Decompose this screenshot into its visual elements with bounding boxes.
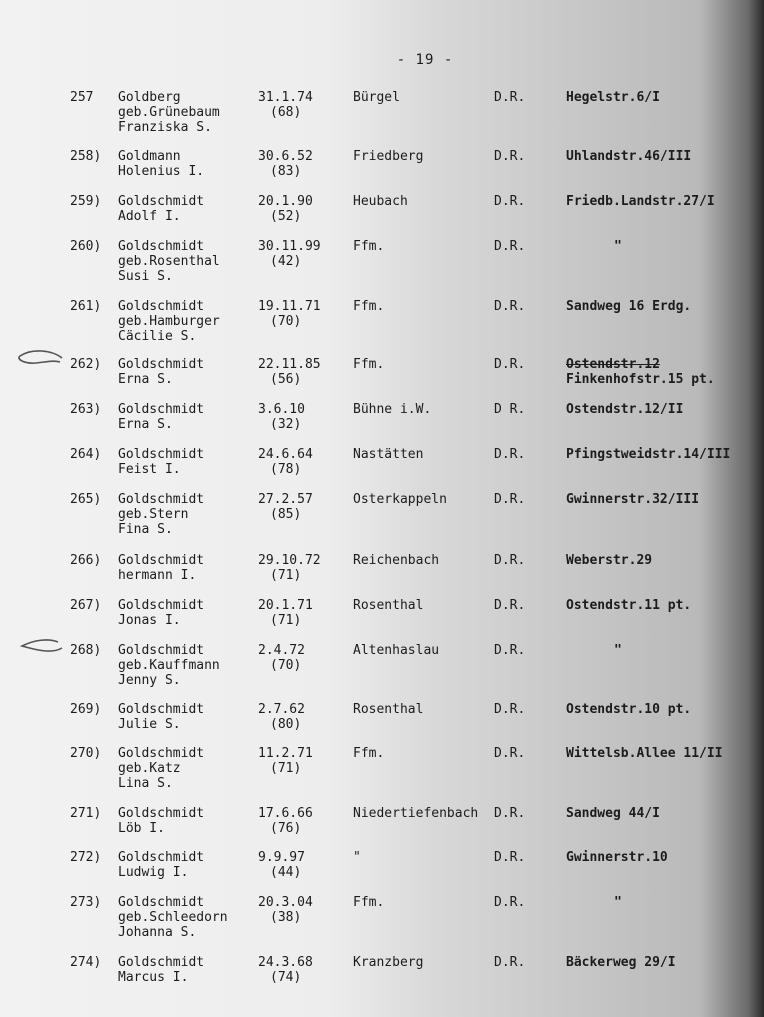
birth-place: Ffm. (353, 746, 385, 761)
entry-number: 259) (70, 194, 102, 209)
birth-place: Niedertiefenbach (353, 806, 479, 821)
address-line: Finkenhofstr.15 pt. (566, 372, 715, 387)
entry-name (118, 149, 204, 179)
address-line: Hegelstr.6/I (566, 90, 660, 105)
birth-date-value: 29.10.72 (258, 553, 321, 568)
birth-date (258, 806, 313, 836)
address (566, 402, 683, 417)
age: (85) (270, 507, 302, 522)
birth-place: Bürgel (353, 90, 400, 105)
birth-date (258, 239, 321, 269)
entry-number: 261) (70, 299, 102, 314)
birth-date-value: 31.1.74 (258, 90, 313, 105)
entry-name (118, 90, 220, 135)
name-line: geb.Schleedorn (118, 910, 228, 925)
surname: Goldschmidt (118, 643, 205, 658)
birth-date-value: 3.6.10 (258, 402, 305, 417)
age: (44) (270, 865, 302, 880)
age: (42) (270, 254, 302, 269)
entry-name (118, 702, 204, 732)
entry-name (118, 598, 204, 628)
birth-date-value: 2.4.72 (258, 643, 305, 658)
name-line: Jonas I. (118, 613, 181, 628)
name-line: Ludwig I. (118, 865, 189, 880)
name-line: geb.Katz (118, 761, 181, 776)
nationality: D.R. (494, 850, 526, 865)
nationality: D.R. (494, 239, 526, 254)
name-line: Löb I. (118, 821, 165, 836)
address (566, 850, 668, 865)
birth-date (258, 895, 313, 925)
birth-date (258, 850, 305, 880)
surname: Goldschmidt (118, 402, 205, 417)
entry-name (118, 806, 204, 836)
nationality: D.R. (494, 90, 526, 105)
surname: Goldmann (118, 149, 181, 164)
name-line: Susi S. (118, 269, 173, 284)
birth-date (258, 90, 313, 120)
address (566, 149, 691, 164)
nationality: D.R. (494, 806, 526, 821)
birth-place: Friedberg (353, 149, 424, 164)
address (566, 746, 723, 761)
name-line: geb.Stern (118, 507, 189, 522)
name-line: Franziska S. (118, 120, 212, 135)
surname: Goldschmidt (118, 702, 205, 717)
birth-date-value: 30.11.99 (258, 239, 321, 254)
name-line: Cäcilie S. (118, 329, 197, 344)
birth-date (258, 357, 321, 387)
entry-name (118, 643, 220, 688)
nationality: D.R. (494, 149, 526, 164)
birth-date-value: 30.6.52 (258, 149, 313, 164)
surname: Goldschmidt (118, 850, 205, 865)
margin-pencil-mark (14, 634, 64, 656)
address-line: Wittelsb.Allee 11/II (566, 746, 723, 761)
birth-place: Ffm. (353, 299, 385, 314)
birth-date (258, 447, 313, 477)
birth-date-value: 20.3.04 (258, 895, 313, 910)
age: (70) (270, 314, 302, 329)
name-line: Erna S. (118, 372, 173, 387)
nationality: D.R. (494, 447, 526, 462)
address-line: Gwinnerstr.10 (566, 850, 668, 865)
address (566, 357, 715, 387)
surname: Goldberg (118, 90, 181, 105)
address (566, 643, 622, 658)
age: (68) (270, 105, 302, 120)
birth-date (258, 955, 313, 985)
address (566, 194, 715, 209)
surname: Goldschmidt (118, 194, 205, 209)
entry-number: 260) (70, 239, 102, 254)
birth-place: Kranzberg (353, 955, 424, 970)
birth-date (258, 702, 305, 732)
entry-name (118, 299, 220, 344)
birth-date-value: 24.6.64 (258, 447, 313, 462)
entry-name (118, 402, 204, 432)
address (566, 492, 699, 507)
name-line: geb.Kauffmann (118, 658, 220, 673)
age: (71) (270, 613, 302, 628)
entry-name (118, 553, 204, 583)
nationality: D.R. (494, 553, 526, 568)
entry-number: 262) (70, 357, 102, 372)
age: (71) (270, 568, 302, 583)
nationality: D.R. (494, 895, 526, 910)
entry-number: 265) (70, 492, 102, 507)
entry-name (118, 895, 228, 940)
birth-date-value: 20.1.71 (258, 598, 313, 613)
address (566, 239, 622, 254)
birth-date-value: 11.2.71 (258, 746, 313, 761)
address-line: Ostendstr.12/II (566, 402, 684, 417)
age: (32) (270, 417, 302, 432)
address (566, 299, 691, 314)
birth-date (258, 299, 321, 329)
surname: Goldschmidt (118, 492, 205, 507)
name-line: hermann I. (118, 568, 197, 583)
address-line: Weberstr.29 (566, 553, 653, 568)
birth-date (258, 643, 305, 673)
address-line: Uhlandstr.46/III (566, 149, 692, 164)
birth-date-value: 9.9.97 (258, 850, 305, 865)
name-line: Adolf I. (118, 209, 181, 224)
nationality: D.R. (494, 955, 526, 970)
entry-number: 258) (70, 149, 102, 164)
address (566, 806, 660, 821)
age: (80) (270, 717, 302, 732)
address-line: Sandweg 44/I (566, 806, 660, 821)
entry-number: 264) (70, 447, 102, 462)
birth-place: Osterkappeln (353, 492, 447, 507)
address-line: Ostendstr.10 pt. (566, 702, 692, 717)
surname: Goldschmidt (118, 895, 205, 910)
age: (70) (270, 658, 302, 673)
entry-number: 267) (70, 598, 102, 613)
margin-pencil-mark (14, 346, 64, 368)
name-line: Feist I. (118, 462, 181, 477)
surname: Goldschmidt (118, 955, 205, 970)
address (566, 447, 730, 462)
address-struck: Ostendstr.12 (566, 357, 660, 372)
address-line: Gwinnerstr.32/III (566, 492, 700, 507)
entry-number: 266) (70, 553, 102, 568)
address (566, 598, 691, 613)
birth-date (258, 402, 305, 432)
entry-number: 270) (70, 746, 102, 761)
surname: Goldschmidt (118, 447, 205, 462)
address (566, 90, 660, 105)
name-line: geb.Rosenthal (118, 254, 220, 269)
address (566, 955, 676, 970)
age: (38) (270, 910, 302, 925)
address (566, 553, 652, 568)
age: (71) (270, 761, 302, 776)
entry-name (118, 447, 204, 477)
surname: Goldschmidt (118, 746, 205, 761)
surname: Goldschmidt (118, 553, 205, 568)
surname: Goldschmidt (118, 357, 205, 372)
birth-date-value: 19.11.71 (258, 299, 321, 314)
birth-place: Reichenbach (353, 553, 440, 568)
entry-number: 274) (70, 955, 102, 970)
birth-date-value: 24.3.68 (258, 955, 313, 970)
address-line: Ostendstr.11 pt. (566, 598, 692, 613)
entry-name (118, 239, 220, 284)
entry-name (118, 492, 204, 537)
birth-place: Ffm. (353, 357, 385, 372)
entry-number: 273) (70, 895, 102, 910)
birth-date (258, 553, 321, 583)
entry-number: 269) (70, 702, 102, 717)
nationality: D.R. (494, 492, 526, 507)
nationality: D.R. (494, 702, 526, 717)
entry-name (118, 746, 204, 791)
entry-number: 257 (70, 90, 94, 105)
address-line: " (614, 239, 622, 254)
address-line: " (614, 643, 622, 658)
birth-date (258, 492, 313, 522)
name-line: Julie S. (118, 717, 181, 732)
nationality: D.R. (494, 194, 526, 209)
birth-date (258, 598, 313, 628)
nationality: D R. (494, 402, 526, 417)
birth-place: Rosenthal (353, 702, 424, 717)
birth-place: Altenhaslau (353, 643, 440, 658)
birth-date (258, 746, 313, 776)
entry-name (118, 955, 204, 985)
surname: Goldschmidt (118, 299, 205, 314)
page-number: - 19 - (396, 52, 454, 68)
nationality: D.R. (494, 299, 526, 314)
name-line: Marcus I. (118, 970, 189, 985)
name-line: geb.Hamburger (118, 314, 220, 329)
address-line: Sandweg 16 Erdg. (566, 299, 692, 314)
address (566, 702, 691, 717)
surname: Goldschmidt (118, 239, 205, 254)
entry-name (118, 357, 204, 387)
address-line: " (614, 895, 622, 910)
age: (76) (270, 821, 302, 836)
address-line: Bäckerweg 29/I (566, 955, 676, 970)
nationality: D.R. (494, 598, 526, 613)
entry-number: 268) (70, 643, 102, 658)
age: (78) (270, 462, 302, 477)
nationality: D.R. (494, 746, 526, 761)
name-line: Fina S. (118, 522, 173, 537)
address-line: Pfingstweidstr.14/III (566, 447, 731, 462)
birth-place: Nastätten (353, 447, 424, 462)
birth-place: Rosenthal (353, 598, 424, 613)
name-line: Johanna S. (118, 925, 197, 940)
entry-name (118, 194, 204, 224)
birth-place: Ffm. (353, 239, 385, 254)
entry-number: 272) (70, 850, 102, 865)
entry-number: 263) (70, 402, 102, 417)
birth-place: Heubach (353, 194, 408, 209)
birth-date-value: 2.7.62 (258, 702, 305, 717)
age: (74) (270, 970, 302, 985)
birth-place: Ffm. (353, 895, 385, 910)
age: (52) (270, 209, 302, 224)
name-line: Jenny S. (118, 673, 181, 688)
name-line: geb.Grünebaum (118, 105, 220, 120)
name-line: Holenius I. (118, 164, 205, 179)
age: (56) (270, 372, 302, 387)
birth-date-value: 17.6.66 (258, 806, 313, 821)
surname: Goldschmidt (118, 806, 205, 821)
birth-date-value: 27.2.57 (258, 492, 313, 507)
birth-date (258, 149, 313, 179)
name-line: Lina S. (118, 776, 173, 791)
birth-date-value: 20.1.90 (258, 194, 313, 209)
surname: Goldschmidt (118, 598, 205, 613)
birth-place: Bühne i.W. (353, 402, 432, 417)
address-line: Friedb.Landstr.27/I (566, 194, 715, 209)
birth-date (258, 194, 313, 224)
nationality: D.R. (494, 357, 526, 372)
entry-number: 271) (70, 806, 102, 821)
entry-name (118, 850, 204, 880)
age: (83) (270, 164, 302, 179)
name-line: Erna S. (118, 417, 173, 432)
address (566, 895, 622, 910)
nationality: D.R. (494, 643, 526, 658)
birth-place: " (353, 850, 361, 865)
birth-date-value: 22.11.85 (258, 357, 321, 372)
